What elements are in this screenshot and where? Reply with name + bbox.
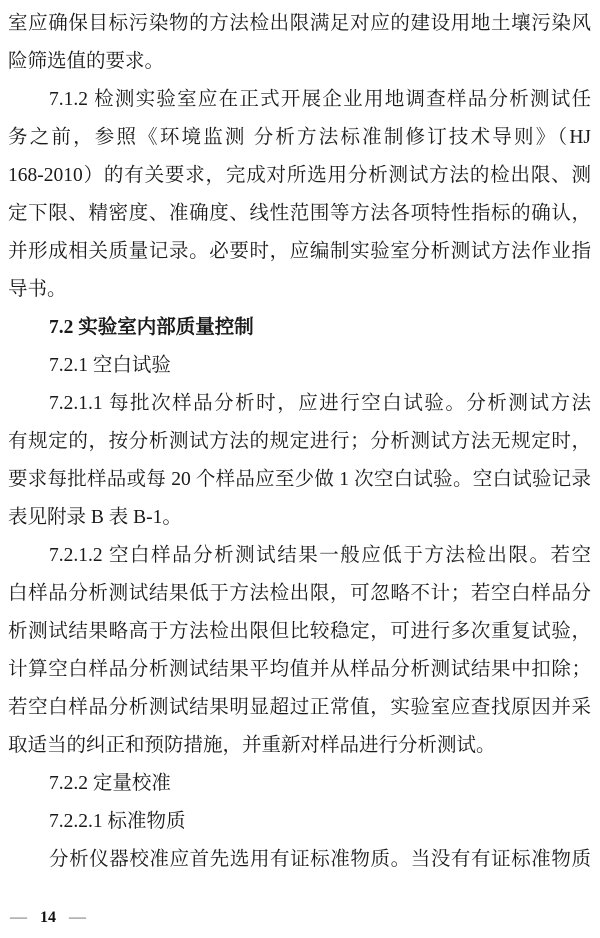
text-line: 7.2.1.2 空白样品分析测试结果一般应低于方法检出限。若空 — [49, 545, 591, 566]
text-line: 7.2.2.1 标准物质 — [49, 811, 186, 832]
text-line: 有规定的，按分析测试方法的规定进行；分析测试方法无规定时， — [8, 431, 591, 452]
text-line: 7.2.2 定量校准 — [49, 773, 171, 794]
text-line: 务之前，参照《环境监测 分析方法标准制修订技术导则》（HJ — [8, 127, 591, 148]
section-heading: 7.2 实验室内部质量控制 — [49, 317, 254, 338]
text-line: 定下限、精密度、准确度、线性范围等方法各项特性指标的确认， — [8, 203, 591, 224]
footer-dash-left: — — [10, 907, 27, 926]
text-line: 表见附录 B 表 B-1。 — [8, 507, 182, 528]
text-line: 白样品分析测试结果低于方法检出限，可忽略不计；若空白样品分 — [8, 583, 591, 604]
text-line: 险筛选值的要求。 — [8, 51, 165, 72]
text-line: 168-2010）的有关要求，完成对所选用分析测试方法的检出限、测 — [8, 165, 591, 186]
text-line: 7.1.2 检测实验室应在正式开展企业用地调查样品分析测试任 — [49, 89, 591, 110]
text-line: 析测试结果略高于方法检出限但比较稳定，可进行多次重复试验， — [8, 621, 591, 642]
text-line: 要求每批样品或每 20 个样品应至少做 1 次空白试验。空白试验记录 — [8, 469, 591, 490]
text-line: 分析仪器校准应首先选用有证标准物质。当没有有证标准物质 — [49, 849, 591, 870]
text-line: 取适当的纠正和预防措施，并重新对样品进行分析测试。 — [8, 735, 496, 756]
text-line: 并形成相关质量记录。必要时，应编制实验室分析测试方法作业指 — [8, 241, 591, 262]
page-number: 14 — [40, 909, 56, 926]
text-line: 若空白样品分析测试结果明显超过正常值，实验室应查找原因并采 — [8, 697, 591, 718]
footer-dash-right: — — [69, 907, 86, 926]
text-line: 室应确保目标污染物的方法检出限满足对应的建设用地土壤污染风 — [8, 13, 591, 34]
text-line: 计算空白样品分析测试结果平均值并从样品分析测试结果中扣除； — [8, 659, 591, 680]
text-line: 导书。 — [8, 279, 67, 300]
text-line: 7.2.1.1 每批次样品分析时，应进行空白试验。分析测试方法 — [49, 393, 591, 414]
page-footer — [10, 907, 86, 928]
text-line: 7.2.1 空白试验 — [49, 355, 171, 376]
document-body — [8, 5, 591, 879]
